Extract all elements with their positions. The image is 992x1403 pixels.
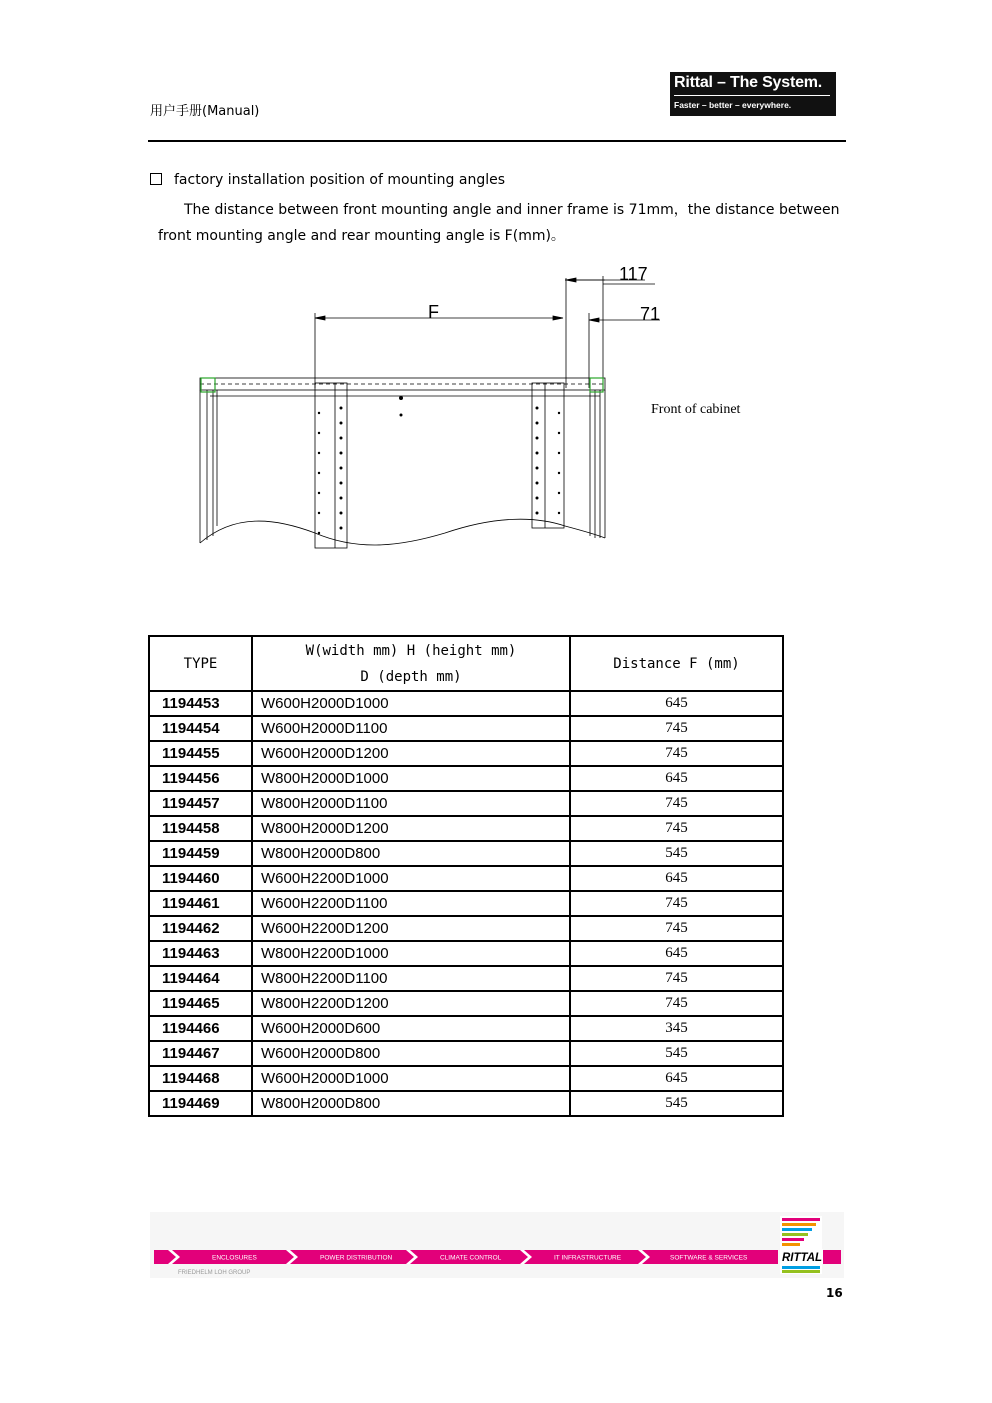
footer-cat-power: POWER DISTRIBUTION (320, 1254, 393, 1262)
distance-table (148, 635, 784, 1117)
dimensions-cell: W600H2000D800 (252, 1041, 570, 1066)
table-row (149, 941, 783, 966)
header-divider (148, 140, 846, 142)
dimensions-cell: W800H2000D1100 (252, 791, 570, 816)
dimensions-cell: W600H2200D1200 (252, 916, 570, 941)
footer-band (150, 1212, 844, 1278)
distance-cell: 745 (570, 916, 783, 941)
table-row (149, 916, 783, 941)
footer-cat-climate: CLIMATE CONTROL (440, 1254, 502, 1262)
distance-cell: 745 (570, 716, 783, 741)
dimensions-cell: W600H2200D1000 (252, 866, 570, 891)
manual-title: 用户手册(Manual) (150, 104, 260, 119)
page-number: 16 (826, 1286, 843, 1300)
logo-tagline: Faster – better – everywhere. (674, 100, 792, 110)
type-cell: 1194468 (149, 1066, 252, 1091)
distance-cell: 545 (570, 1041, 783, 1066)
dimensions-cell: W800H2000D800 (252, 841, 570, 866)
distance-cell: 745 (570, 741, 783, 766)
type-cell: 1194457 (149, 791, 252, 816)
distance-cell: 345 (570, 1016, 783, 1041)
type-cell: 1194466 (149, 1016, 252, 1041)
type-cell: 1194469 (149, 1091, 252, 1116)
distance-cell: 745 (570, 966, 783, 991)
table-row (149, 1016, 783, 1041)
dim-117-label: 117 (619, 264, 648, 284)
dimensions-cell: W800H2000D800 (252, 1091, 570, 1116)
type-cell: 1194459 (149, 841, 252, 866)
front-of-cabinet-label: Front of cabinet (651, 402, 741, 417)
distance-cell: 745 (570, 991, 783, 1016)
table-row (149, 741, 783, 766)
type-cell: 1194453 (149, 691, 252, 716)
dim-f-label: F (428, 302, 439, 322)
table-row (149, 866, 783, 891)
header-distance: Distance F (mm) (570, 636, 783, 691)
section-heading-text: factory installation position of mounting angles (174, 172, 506, 188)
distance-cell: 645 (570, 766, 783, 791)
dimensions-cell: W800H2000D1200 (252, 816, 570, 841)
dimensions-cell: W600H2000D600 (252, 1016, 570, 1041)
type-cell: 1194463 (149, 941, 252, 966)
dimensions-cell: W600H2000D1200 (252, 741, 570, 766)
dimensions-cell: W600H2000D1000 (252, 691, 570, 716)
type-cell: 1194464 (149, 966, 252, 991)
header-dimensions (252, 636, 570, 691)
distance-cell: 645 (570, 691, 783, 716)
section-heading (150, 172, 505, 188)
type-cell: 1194460 (149, 866, 252, 891)
table-row (149, 841, 783, 866)
header-dimensions-line1: W(width mm) H (height mm) (305, 642, 517, 659)
type-cell: 1194467 (149, 1041, 252, 1066)
rittal-brand-text: RITTAL (782, 1252, 823, 1264)
footer-cat-it: IT INFRASTRUCTURE (554, 1254, 622, 1262)
table-row (149, 691, 783, 716)
logo-slogan: Rittal – The System. (674, 74, 823, 91)
distance-cell: 745 (570, 791, 783, 816)
footer-group: FRIEDHELM LOH GROUP (178, 1270, 251, 1276)
dimensions-cell: W800H2200D1100 (252, 966, 570, 991)
footer-cat-software: SOFTWARE & SERVICES (670, 1254, 748, 1262)
distance-cell: 645 (570, 866, 783, 891)
table-row (149, 991, 783, 1016)
type-cell: 1194455 (149, 741, 252, 766)
cabinet-drawing (195, 258, 661, 558)
table-row (149, 716, 783, 741)
type-cell: 1194465 (149, 991, 252, 1016)
dimensions-cell: W600H2000D1100 (252, 716, 570, 741)
type-cell: 1194454 (149, 716, 252, 741)
dim-71-label: 71 (640, 304, 661, 324)
dimensions-cell: W600H2200D1100 (252, 891, 570, 916)
table-row (149, 1091, 783, 1116)
table-row (149, 891, 783, 916)
logo-rule (674, 95, 830, 96)
table-row (149, 1041, 783, 1066)
table-row (149, 1066, 783, 1091)
header-type: TYPE (149, 636, 252, 691)
table-header-row (149, 636, 783, 691)
table-row (149, 816, 783, 841)
table-row (149, 766, 783, 791)
type-cell: 1194462 (149, 916, 252, 941)
type-cell: 1194456 (149, 766, 252, 791)
footer-cat-enclosures: ENCLOSURES (212, 1254, 257, 1262)
rittal-logo (670, 72, 836, 116)
dimensions-cell: W600H2000D1000 (252, 1066, 570, 1091)
rittal-brand-logo (780, 1216, 823, 1274)
distance-cell: 545 (570, 1091, 783, 1116)
dimensions-cell: W800H2200D1200 (252, 991, 570, 1016)
table-body (149, 691, 783, 1116)
table-row (149, 966, 783, 991)
distance-cell: 545 (570, 841, 783, 866)
header-dimensions-line2: D (depth mm) (360, 668, 462, 685)
distance-cell: 745 (570, 891, 783, 916)
type-cell: 1194458 (149, 816, 252, 841)
table-row (149, 791, 783, 816)
distance-cell: 745 (570, 816, 783, 841)
type-cell: 1194461 (149, 891, 252, 916)
distance-cell: 645 (570, 941, 783, 966)
section-paragraph: The distance between front mounting angle and inner frame is 71mm，the distance between front mounting angle and rear mounting angle is F(mm)。 (158, 202, 840, 244)
checkbox-icon (150, 173, 162, 185)
dimensions-cell: W800H2000D1000 (252, 766, 570, 791)
distance-cell: 645 (570, 1066, 783, 1091)
dimensions-cell: W800H2200D1000 (252, 941, 570, 966)
